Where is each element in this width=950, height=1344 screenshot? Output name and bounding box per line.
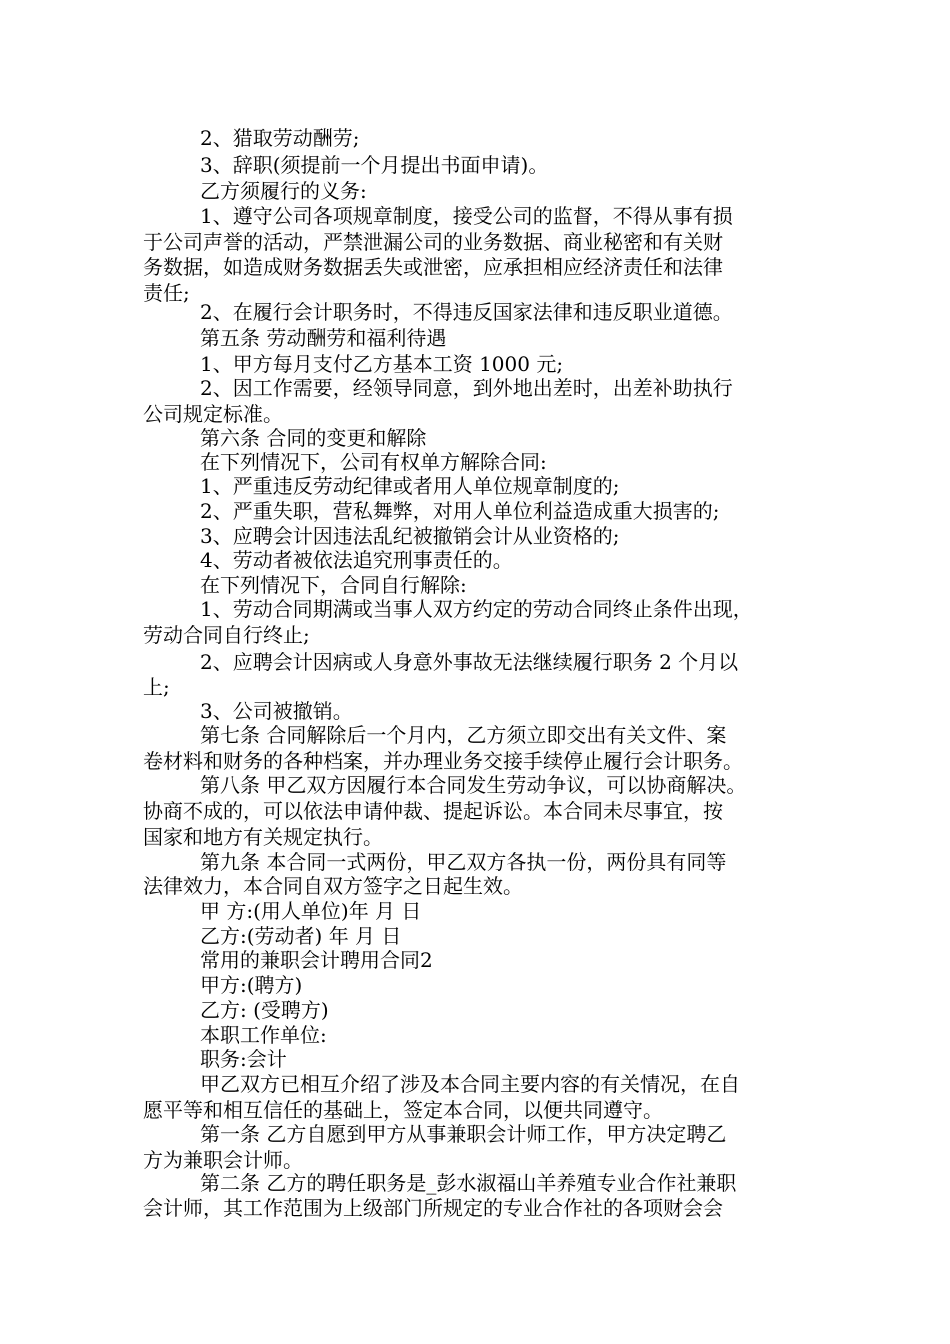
text-line: 1、甲方每月支付乙方基本工资 1000 元; xyxy=(200,352,564,376)
text-line: 责任; xyxy=(143,281,190,305)
text-line: 2、应聘会计因病或人身意外事故无法继续履行职务 2 个月以 xyxy=(200,650,739,674)
text-line: 卷材料和财务的各种档案，并办理业务交接手续停止履行会计职务。 xyxy=(143,749,743,773)
text-line: 本职工作单位: xyxy=(200,1023,327,1047)
text-line: 劳动合同自行终止; xyxy=(143,623,310,647)
text-line: 务数据，如造成财务数据丢失或泄密，应承担相应经济责任和法律 xyxy=(143,255,723,279)
text-line: 方为兼职会计师。 xyxy=(143,1148,303,1172)
contract-title: 常用的兼职会计聘用合同2 xyxy=(200,948,433,972)
text-line: 上; xyxy=(143,675,170,699)
section-heading: 第二条 乙方的聘任职务是_彭水淑福山羊养殖专业合作社兼职 xyxy=(200,1171,737,1195)
signature-line-party-b: 乙方:(劳动者) 年 月 日 xyxy=(200,924,402,948)
section-heading: 第八条 甲乙双方因履行本合同发生劳动争议，可以协商解决。 xyxy=(200,773,747,797)
text-line: 1、劳动合同期满或当事人双方约定的劳动合同终止条件出现， xyxy=(200,597,753,621)
text-line: 国家和地方有关规定执行。 xyxy=(143,825,383,849)
text-line: 2、在履行会计职务时，不得违反国家法律和违反职业道德。 xyxy=(200,300,733,324)
text-line: 4、劳动者被依法追究刑事责任的。 xyxy=(200,548,513,572)
text-line: 1、遵守公司各项规章制度，接受公司的监督，不得从事有损 xyxy=(200,204,733,228)
text-line: 乙方: (受聘方) xyxy=(200,998,329,1022)
text-line: 3、公司被撤销。 xyxy=(200,699,353,723)
text-line: 3、辞职(须提前一个月提出书面申请)。 xyxy=(200,153,549,177)
text-line: 协商不成的，可以依法申请仲裁、提起诉讼。本合同未尽事宜，按 xyxy=(143,799,723,823)
section-heading: 第九条 本合同一式两份，甲乙双方各执一份，两份具有同等 xyxy=(200,850,727,874)
text-line: 在下列情况下，公司有权单方解除合同: xyxy=(200,450,547,474)
section-heading: 第六条 合同的变更和解除 xyxy=(200,426,427,450)
text-line: 职务:会计 xyxy=(200,1047,287,1071)
signature-line-party-a: 甲 方:(用人单位)年 月 日 xyxy=(200,899,422,923)
text-line: 乙方须履行的义务: xyxy=(200,179,367,203)
text-line: 甲方:(聘方) xyxy=(200,973,303,997)
text-line: 愿平等和相互信任的基础上，签定本合同，以便共同遵守。 xyxy=(143,1098,663,1122)
text-line: 在下列情况下，合同自行解除: xyxy=(200,573,467,597)
text-line: 公司规定标准。 xyxy=(143,402,283,426)
section-heading: 第一条 乙方自愿到甲方从事兼职会计师工作，甲方决定聘乙 xyxy=(200,1122,727,1146)
text-line: 法律效力，本合同自双方签字之日起生效。 xyxy=(143,874,523,898)
text-line: 会计师，其工作范围为上级部门所规定的专业合作社的各项财会会 xyxy=(143,1196,723,1220)
text-line: 2、猎取劳动酬劳; xyxy=(200,126,360,150)
text-line: 3、应聘会计因违法乱纪被撤销会计从业资格的; xyxy=(200,524,620,548)
text-line: 2、严重失职，营私舞弊，对用人单位利益造成重大损害的; xyxy=(200,499,720,523)
text-line: 2、因工作需要，经领导同意，到外地出差时，出差补助执行 xyxy=(200,376,733,400)
text-line: 于公司声誉的活动，严禁泄漏公司的业务数据、商业秘密和有关财 xyxy=(143,230,723,254)
text-line: 1、严重违反劳动纪律或者用人单位规章制度的; xyxy=(200,474,620,498)
section-heading: 第五条 劳动酬劳和福利待遇 xyxy=(200,326,447,350)
section-heading: 第七条 合同解除后一个月内，乙方须立即交出有关文件、案 xyxy=(200,723,727,747)
text-line: 甲乙双方已相互介绍了涉及本合同主要内容的有关情况，在自 xyxy=(200,1072,740,1096)
